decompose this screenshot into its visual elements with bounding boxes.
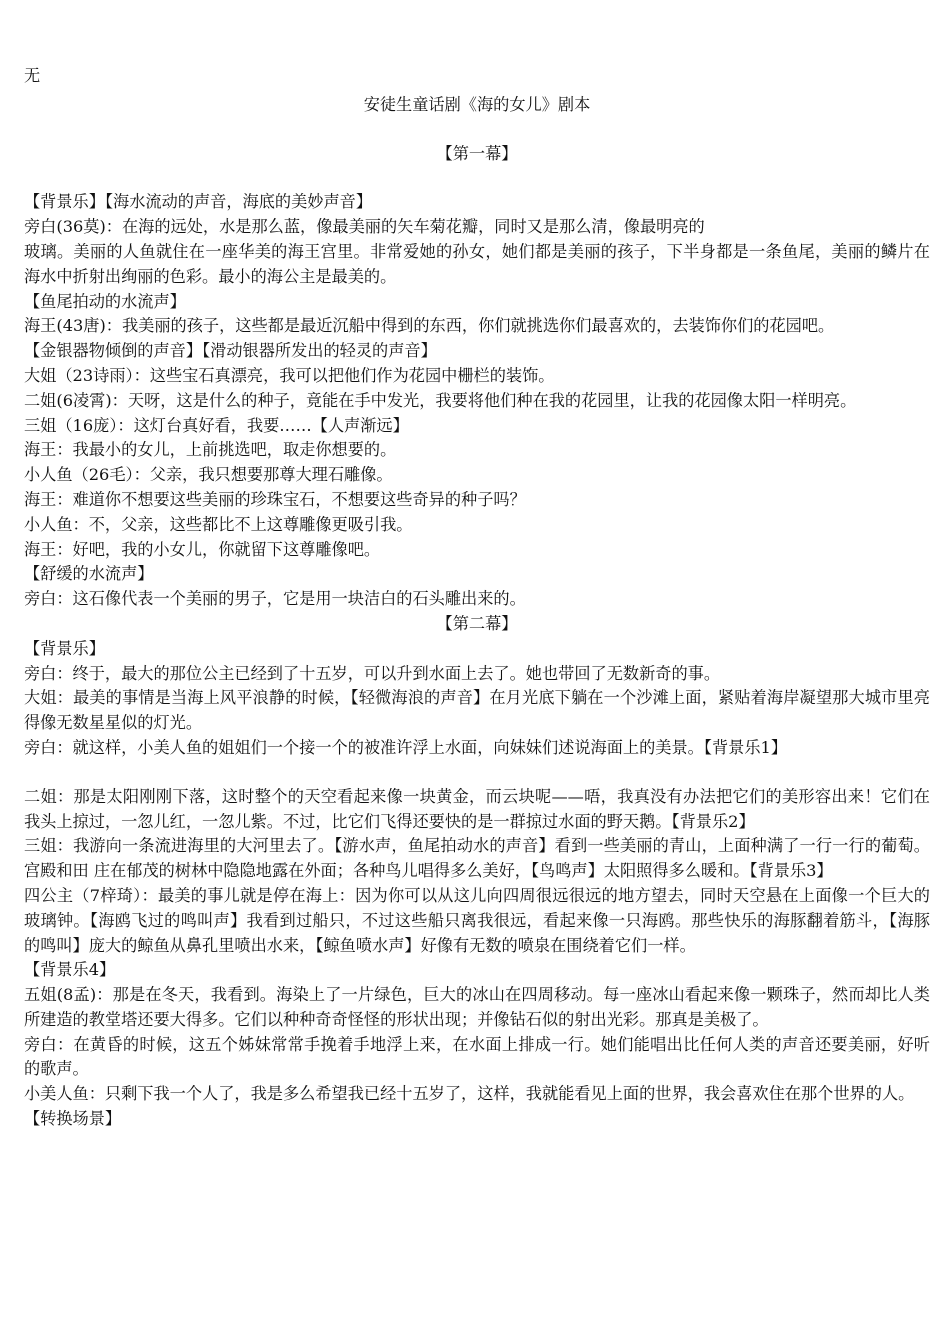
script-line: 旁白：终于，最大的那位公主已经到了十五岁，可以升到水面上去了。她也带回了无数新奇的事。	[24, 663, 721, 683]
script-line: 【舒缓的水流声】	[24, 564, 154, 584]
script-line: 大姐（23诗雨）：这些宝石真漂亮，我可以把他们作为花园中栅栏的装饰。	[24, 365, 555, 385]
script-line: 五姐(8孟)：那是在冬天，我看到。海染上了一片绿色，巨大的冰山在四周移动。每一座冰山看起来像一颗珠子，然而却比人类所建造的教堂塔还要大得多。它们以种种奇奇怪怪的形状出现；并像钻石似的射出光彩。那真是美极了。	[24, 985, 930, 1029]
corner-mark: 无	[24, 66, 41, 85]
script-line: 【背景乐】	[24, 638, 105, 658]
script-line: 大姐：最美的事情是当海上风平浪静的时候，【轻微海浪的声音】在月光底下躺在一个沙滩上面，紧贴着海岸凝望那大城市里亮得像无数星星似的灯光。	[24, 688, 930, 733]
document-page	[24, 64, 930, 1132]
act-two-body	[24, 637, 930, 1132]
script-line: 海王：好吧，我的小女儿，你就留下这尊雕像吧。	[24, 539, 381, 559]
script-line: 玻璃。美丽的人鱼就住在一座华美的海王宫里。非常爱她的孙女，她们都是美丽的孩子，下半身都是一条鱼尾，美丽的鳞片在海水中折射出绚丽的色彩。最小的海公主是最美的。	[24, 241, 930, 286]
script-line: 小人鱼：不，父亲，这些都比不上这尊雕像更吸引我。	[24, 514, 413, 534]
script-line: 二姐：那是太阳刚刚下落，这时整个的天空看起来像一块黄金，而云块呢——唔，我真没有办法把它们的美形容出来！它们在我头上掠过，一忽儿红，一忽儿紫。不过，比它们飞得还要快的是一群掠过水面的野天鹅。【背景乐2】	[24, 786, 930, 831]
script-line: 二姐(6凌霄)：天呀，这是什么的种子，竟能在手中发光，我要将他们种在我的花园里，让我的花园像太阳一样明亮。	[24, 390, 857, 410]
script-line: 海王：我最小的女儿，上前挑选吧，取走你想要的。	[24, 440, 397, 460]
script-line: 小美人鱼：只剩下我一个人了，我是多么希望我已经十五岁了，这样，我就能看见上面的世界，我会喜欢住在那个世界的人。	[24, 1084, 915, 1104]
script-line: 旁白(36莫)：在海的远处，水是那么蓝，像最美丽的矢车菊花瓣，同时又是那么清，像最明亮的	[24, 217, 705, 237]
script-line: 旁白：在黄昏的时候，这五个姊妹常常手挽着手地浮上来，在水面上排成一行。她们能唱出比任何人类的声音还要美丽，好听的歌声。	[24, 1034, 930, 1079]
script-line: 【鱼尾拍动的水流声】	[24, 291, 186, 311]
script-line: 旁白：这石像代表一个美丽的男子，它是用一块洁白的石头雕出来的。	[24, 589, 526, 609]
act-one-body	[24, 190, 930, 612]
script-line: 【背景乐4】	[24, 960, 116, 980]
document-title: 安徒生童话剧《海的女儿》剧本	[363, 94, 591, 114]
script-line: 【背景乐】【海水流动的声音，海底的美妙声音】	[24, 192, 373, 212]
script-line: 小人鱼（26毛）：父亲，我只想要那尊大理石雕像。	[24, 465, 393, 485]
script-line: 四公主（7梓琦）：最美的事儿就是停在海上：因为你可以从这儿向四周很远很远的地方望去，同时天空悬在上面像一个巨大的玻璃钟。【海鸥飞过的鸣叫声】我看到过船只，不过这些船只离我很远，看起来像一只海鸥。那些快乐的海豚翻着筋斗，【海豚的鸣叫】庞大的鲸鱼从鼻孔里喷出水来，【鲸鱼喷水声】好像有无数的喷泉在围绕着它们一样。	[24, 885, 930, 955]
script-line: 【金银器物倾倒的声音】【滑动银器所发出的轻灵的声音】	[24, 341, 437, 361]
script-line: 【转换场景】	[24, 1109, 122, 1129]
script-line: 旁白：就这样，小美人鱼的姐姐们一个接一个的被准许浮上水面，向妹妹们述说海面上的美景。【背景乐1】	[24, 737, 788, 757]
script-line: 海王：难道你不想要这些美丽的珍珠宝石，不想要这些奇异的种子吗？	[24, 489, 526, 509]
script-line: 海王(43唐)：我美丽的孩子，这些都是最近沉船中得到的东西，你们就挑选你们最喜欢的，去装饰你们的花园吧。	[24, 316, 835, 336]
act-one-heading: 【第一幕】	[436, 143, 518, 163]
script-line: 三姐（16庞）：这灯台真好看，我要……【人声渐远】	[24, 415, 409, 435]
script-line: 三姐：我游向一条流进海里的大河里去了。【游水声，鱼尾拍动水的声音】看到一些美丽的青山，上面种满了一行一行的葡萄。宫殿和田 庄在郁茂的树林中隐隐地露在外面；各种鸟儿唱得多么美好，【鸟鸣声】太阳照得多么暖和。【背景乐3】	[24, 836, 930, 881]
blank-line	[24, 761, 930, 785]
act-two-heading: 【第二幕】	[436, 613, 518, 633]
